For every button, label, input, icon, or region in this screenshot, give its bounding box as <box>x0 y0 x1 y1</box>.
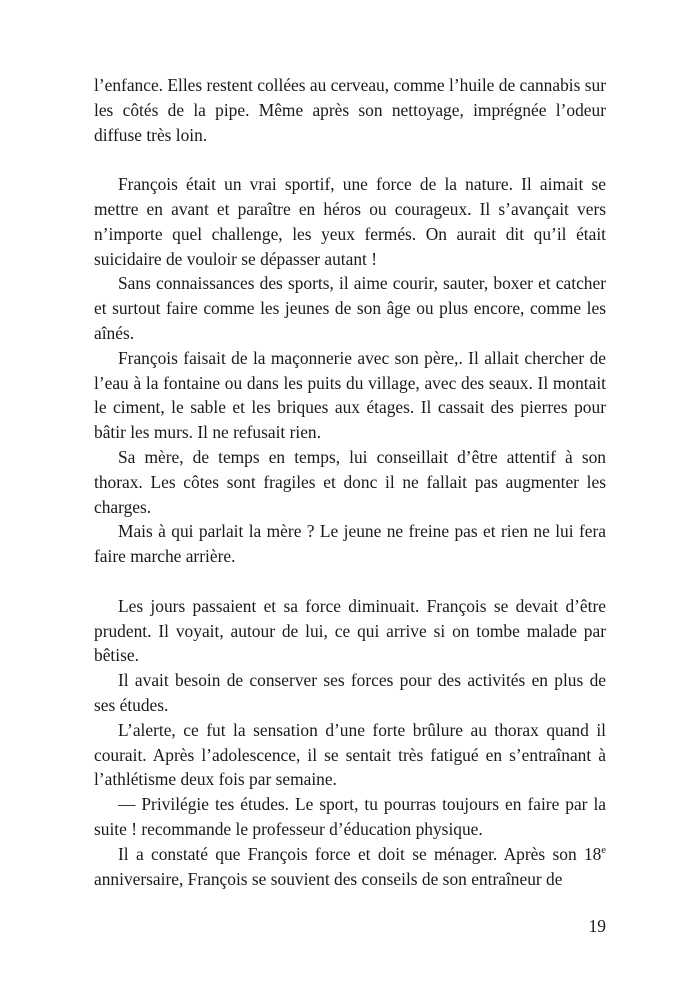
page-number: 19 <box>588 916 606 936</box>
paragraph-3: Sans connaissances des sports, il aime courir, sauter, boxer et catcher et surtout faire comme les jeunes de son âge ou plus encore, comme les aînés. <box>94 273 606 343</box>
paragraph-11-start: Il a constaté que François force et doit se ménager. Après son 18 <box>118 843 602 864</box>
page-body <box>94 73 606 891</box>
paragraph-7: Les jours passaient et sa force diminuait. François se devait d’être prudent. Il voyait, autour de lui, ce qui arrive si on tombe malade par bêtise. <box>94 595 606 666</box>
section-gap-1 <box>94 147 606 172</box>
section-gap-2 <box>94 569 606 594</box>
paragraph-6: Mais à qui parlait la mère ? Le jeune ne freine pas et rien ne lui fera faire marche arrière. <box>94 521 606 567</box>
paragraph-11-end: anniversaire, François se souvient des conseils de son entraîneur de <box>94 868 563 889</box>
paragraph-4: François faisait de la maçonnerie avec son père,. Il allait chercher de l’eau à la fontaine ou dans les puits du village, avec des seaux. Il montait le ciment, le sable et les briques aux étages. Il cassait des pierres pour bâtir les murs. Il ne refusait rien. <box>94 347 606 443</box>
paragraph-8: Il avait besoin de conserver ses forces pour des activités en plus de ses études. <box>94 670 606 715</box>
paragraph-11 <box>94 842 606 892</box>
ordinal-superscript: e <box>601 844 606 856</box>
paragraph-9: L’alerte, ce fut la sensation d’une forte brûlure au thorax quand il courait. Après l’adolescence, il se sentait très fatigué en s’entraînant à l’athlétisme deux fois par semaine. <box>94 719 606 790</box>
paragraph-2: François était un vrai sportif, une force de la nature. Il aimait se mettre en avant et paraître en héros ou courageux. Il s’avançait vers n’importe quel challenge, les yeux fermés. On aurait dit qu’il était suicidaire de vouloir se dépasser autant ! <box>94 174 606 269</box>
paragraph-5: Sa mère, de temps en temps, lui conseillait d’être attentif à son thorax. Les côtes sont fragiles et donc il ne fallait pas augmenter les charges. <box>94 446 606 517</box>
paragraph-1: l’enfance. Elles restent collées au cerveau, comme l’huile de cannabis sur les côtés de la pipe. Même après son nettoyage, imprégnée l’odeur diffuse très loin. <box>94 75 606 145</box>
dialogue-paragraph: — Privilégie tes études. Le sport, tu pourras toujours en faire par la suite ! recommande le professeur d’éducation physique. <box>94 794 606 839</box>
